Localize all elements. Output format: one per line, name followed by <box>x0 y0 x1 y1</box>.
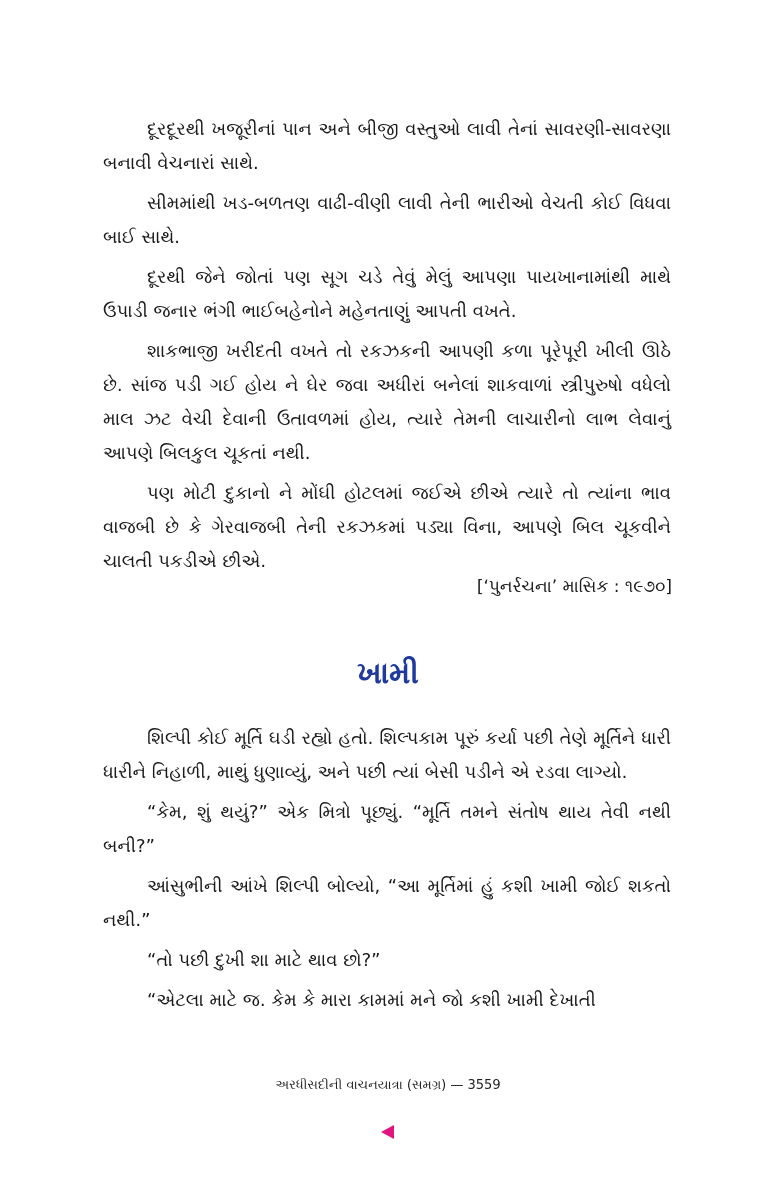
paragraph: આંસુભીની આંખે શિલ્પી બોલ્યો, “આ મૂર્તિમાં હું કશી ખામી જોઈ શકતો નથી.” <box>103 876 671 931</box>
page-footer: અરધીસદીની વાચનયાત્રા (સમગ્ર) — 3559 <box>275 1078 501 1093</box>
bottom-text-block <box>103 722 671 1018</box>
paragraph: “તો પછી દુખી શા માટે થાવ છો?” <box>147 950 381 971</box>
paragraph: શાકભાજી ખરીદતી વખતે તો રકઝકની આપણી કળા પૂરેપૂરી ખીલી ઊઠે છે. સાંજ પડી ગઈ હોય ને ઘેર જવા અધીરાં બનેલાં શાકવાળાં સ્ત્રીપુરુષો વધેલો માલ ઝટ વેચી દેવાની ઉતાવળમાં હોય, ત્યારે તેમની લાચારીનો લાભ લેવાનું આપણે બિલકુલ ચૂકતાં નથી. <box>103 341 671 464</box>
paragraph: દૂરદૂરથી ખજૂરીનાં પાન અને બીજી વસ્તુઓ લાવી તેનાં સાવરણી-સાવરણા બનાવી વેચનારાં સાથે. <box>103 119 671 174</box>
paragraph: દૂરથી જેને જોતાં પણ સૂગ ચડે તેવું મેલું આપણા પાયખાનામાંથી માથે ઉપાડી જનાર ભંગી ભાઈબહેનોને મહેનતાણું આપતી વખતે. <box>103 267 671 322</box>
paragraph: “એટલા માટે જ. કેમ કે મારા કામમાં મને જો કશી ખામી દેખાતી <box>147 990 596 1011</box>
top-text-block <box>103 113 671 579</box>
paragraph: સીમમાંથી ખડ-બળતણ વાઢી-વીણી લાવી તેની ભારીઓ વેચતી કોઈ વિધવા બાઈ સાથે. <box>103 193 671 248</box>
source-citation: [‘પુનર્રચના’ માસિક : ૧૯૭૦] <box>476 577 672 597</box>
paragraph: “કેમ, શું થયું?” એક મિત્રો પૂછ્યું. “મૂર્તિ તમને સંતોષ થાય તેવી નથી બની?” <box>103 802 671 857</box>
paragraph: શિલ્પી કોઈ મૂર્તિ ઘડી રહ્યો હતો. શિલ્પકામ પૂરું કર્યા પછી તેણે મૂર્તિને ધારી ધારીને નિહાળી, માથું ધુણાવ્યું, અને પછી ત્યાં બેસી પડીને એ રડવા લાગ્યો. <box>103 728 671 783</box>
left-arrow-icon[interactable] <box>381 1125 394 1139</box>
section-heading: ખામી <box>357 656 419 691</box>
paragraph: પણ મોટી દુકાનો ને મોંઘી હોટલમાં જઈએ છીએ ત્યારે તો ત્યાંના ભાવ વાજબી છે કે ગેરવાજબી તેની રકઝકમાં પડ્યા વિના, આપણે બિલ ચૂકવીને ચાલતી પકડીએ છીએ. <box>103 483 671 572</box>
